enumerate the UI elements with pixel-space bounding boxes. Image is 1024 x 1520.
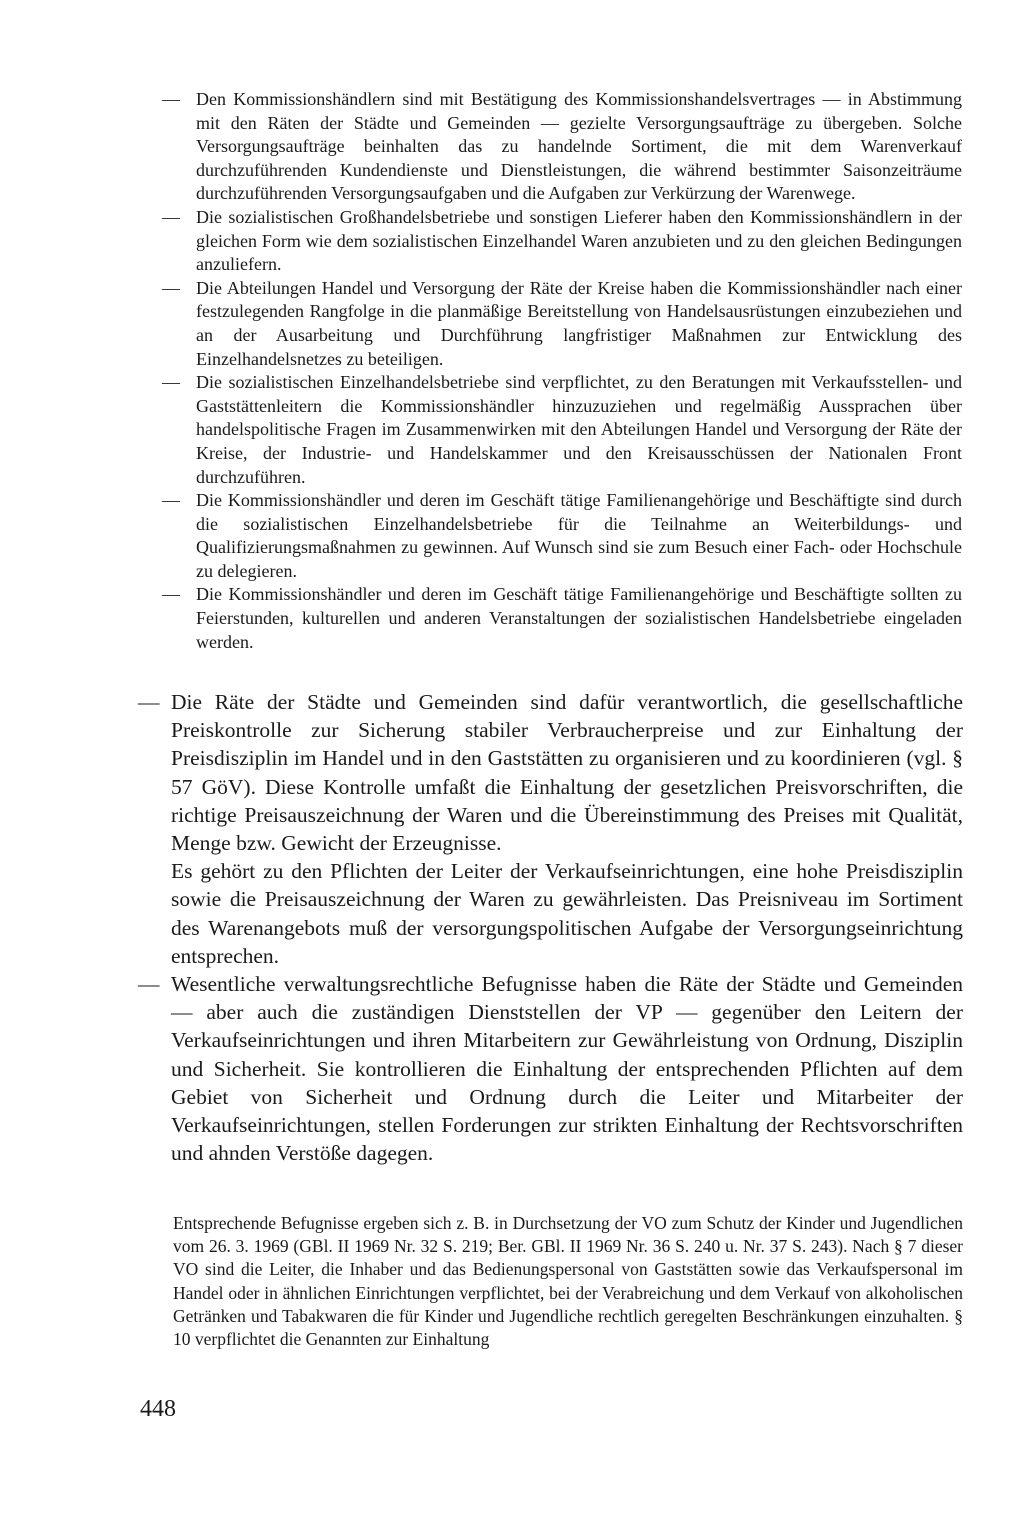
dash-marker: — — [138, 690, 160, 714]
sub-bullet-item — [162, 88, 962, 206]
dash-marker: — — [162, 89, 180, 109]
sub-bullet-list — [162, 88, 962, 654]
footnote: Entsprechende Befugnisse ergeben sich z. B. in Durchsetzung der VO zum Schutz der Kinder und Jugendlichen vom 26. 3. 1969 (GBl. II 1969 Nr. 32 S. 219; Ber. GBl. II 1969 Nr. 36 S. 240 u. Nr. 37 S. 243). Nach § 7 dieser VO sind die Leiter, die Inhaber und das Bedienungspersonal von Gaststätten sowie das Verkaufspersonal im Handel oder in ähnlichen Einrichtungen verpflichtet, bei der Verabreichung und dem Verkauf von alkoholischen Getränken und Tabakwaren die für Kinder und Jugendliche rechtlich geregelten Beschränkungen einzuhalten. § 10 verpflichtet die Genannten zur Einhaltung — [173, 1213, 963, 1350]
sub-bullet-text: Die Kommissionshändler und deren im Geschäft tätige Familienangehörige und Beschäftigte sind durch die sozialistischen Einzelhandelsbetriebe für die Teilnahme an Weiterbildungs- und Qualifizierungsmaßnahmen zu gewinnen. Auf Wunsch sind sie zum Besuch einer Fach- oder Hochschule zu delegieren. — [196, 490, 962, 581]
dash-marker: — — [162, 372, 180, 393]
sub-bullet-text: Die sozialistischen Einzelhandelsbetriebe sind verpflichtet, zu den Beratungen mit Verkaufsstellen- und Gaststättenleitern die Kommissionshändler hinzuzuziehen und regelmäßig Aussprachen über handelspolitische Fragen im Zusammenwirken mit den Abteilungen Handel und Versorgung der Räte der Kreise, der Industrie- und Handelskammer und den Kreisausschüssen der Nationalen Front durchzuführen. — [196, 372, 962, 487]
dash-marker: — — [162, 490, 180, 511]
sub-bullet-item — [162, 277, 962, 371]
sub-bullet-item — [162, 583, 962, 654]
main-paragraph: Wesentliche verwaltungsrechtliche Befugnisse haben die Räte der Städte und Gemeinden — aber auch die zuständigen Dienststellen der VP — gegenüber den Leitern der Verkaufseinrichtungen und ihren Mitarbeitern zur Gewährleistung von Ordnung, Disziplin und Sicherheit. Sie kontrollieren die Einhaltung der entsprechenden Pflichten auf dem Gebiet von Sicherheit und Ordnung durch die Leiter und Mitarbeiter der Verkaufseinrichtungen, stellen Forderungen zur strikten Einhaltung der Rechtsvorschriften und ahnden Verstöße dagegen. — [171, 972, 963, 1166]
sub-bullet-text: Die Kommissionshändler und deren im Geschäft tätige Familienangehörige und Beschäftigte sollten zu Feierstunden, kulturellen und anderen Veranstaltungen der sozialistischen Handelsbetriebe eingeladen werden. — [196, 584, 962, 652]
sub-bullet-item — [162, 206, 962, 277]
page-number: 448 — [140, 1396, 176, 1422]
sub-bullet-item — [162, 371, 962, 489]
sub-bullet-item — [162, 489, 962, 583]
main-bullet-list — [138, 688, 963, 1167]
main-bullet-item — [138, 688, 963, 970]
dash-marker: — — [162, 584, 180, 605]
main-paragraph: Es gehört zu den Pflichten der Leiter der Verkaufseinrichtungen, eine hohe Preisdisziplin sowie die Preisauszeichnung der Waren zu gewährleisten. Das Preisniveau im Sortiment des Warenangebots muß der versorgungspolitischen Aufgabe der Versorgungseinrichtung entsprechen. — [171, 859, 963, 968]
sub-bullet-text: Die sozialistischen Großhandelsbetriebe und sonstigen Lieferer haben den Kommissionshändlern in der gleichen Form wie dem sozialistischen Einzelhandel Waren anzubieten und zu den gleichen Bedingungen anzuliefern. — [196, 206, 962, 275]
dash-marker: — — [138, 972, 160, 997]
sub-bullet-text: Die Abteilungen Handel und Versorgung der Räte der Kreise haben die Kommissionshändler nach einer festzulegenden Rangfolge in die planmäßige Bereitstellung von Handelsausrüstungen einzubeziehen und an der Ausarbeitung und Durchführung langfristiger Maßnahmen zur Entwicklung des Einzelhandelsnetzes zu beteiligen. — [196, 277, 962, 369]
main-bullet-item — [138, 970, 963, 1167]
main-paragraph: Die Räte der Städte und Gemeinden sind dafür verantwortlich, die gesellschaftliche Preiskontrolle zur Sicherung stabiler Verbraucherpreise und zur Einhaltung der Preisdisziplin im Handel und in den Gaststätten zu organisieren und zu koordinieren (vgl. § 57 GöV). Diese Kontrolle umfaßt die Einhaltung der gesetzlichen Preisvorschriften, die richtige Preisauszeichnung der Waren und die Übereinstimmung des Preises mit Qualität, Menge bzw. Gewicht der Erzeugnisse. — [171, 690, 963, 856]
dash-marker: — — [162, 277, 180, 298]
dash-marker: — — [162, 206, 180, 227]
sub-bullet-text: Den Kommissionshändlern sind mit Bestätigung des Kommissionshandelsvertrages — in Abstimmung mit den Räten der Städte und Gemeinden — gezielte Versorgungsaufträge zu übergeben. Solche Versorgungsaufträge beinhalten das zu handelnde Sortiment, die mit dem Warenverkauf durchzuführenden Kundendienste und Dienstleistungen, die während bestimmter Saisonzeiträume durchzuführenden Versorgungsaufgaben und die Aufgaben zur Verkürzung der Warenwege. — [196, 89, 962, 204]
